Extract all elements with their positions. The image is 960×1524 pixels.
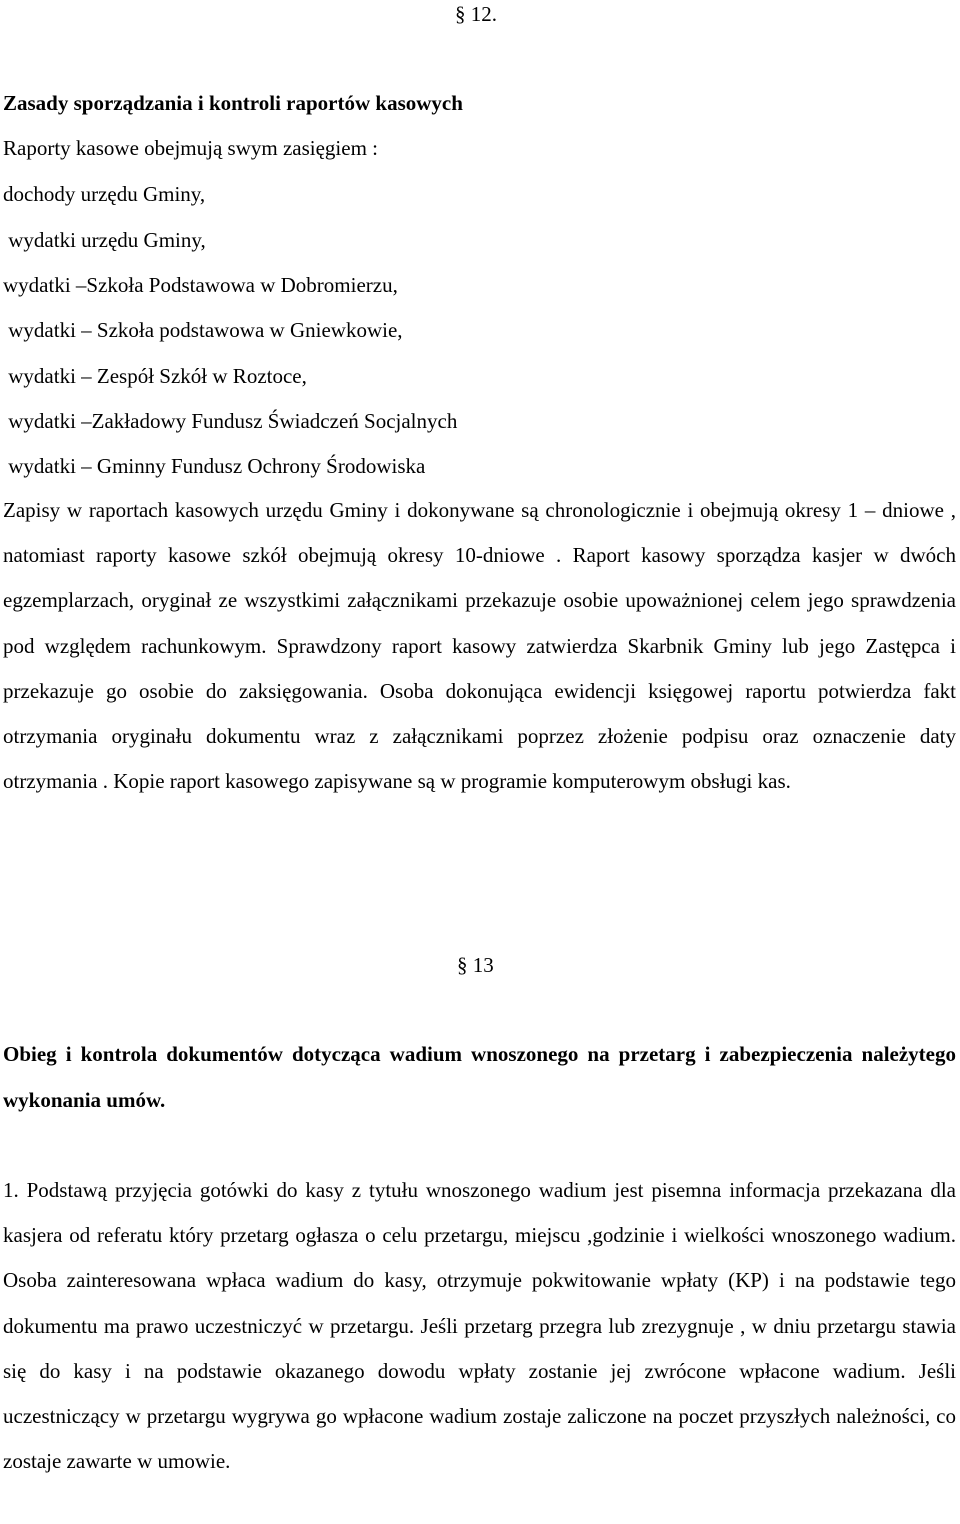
section-13-number: § 13 [457,953,494,977]
list-item: wydatki –Szkoła Podstawowa w Dobromierzu, [3,273,398,297]
section-12-intro: Raporty kasowe obejmują swym zasięgiem : [3,136,378,160]
section-12-paragraph: Zapisy w raportach kasowych urzędu Gminy i dokonywane są chronologicznie i obejmują okresy 1 – dniowe , natomiast raporty kasowe szkół obejmują okresy 10-dniowe . Raport kasowy sporządza kasjer w dwóch egzemplarzach, oryginał ze wszystkimi załącznikami przekazuje osobie upoważnionej celem jego sprawdzenia pod względem rachunkowym. Sprawdzony raport kasowy zatwierdza Skarbnik Gminy lub jego Zastępca i przekazuje go osobie do zaksięgowania. Osoba dokonująca ewidencji księgowej raportu potwierdza fakt otrzymania oryginału dokumentu wraz z załącznikami poprzez złożenie podpisu oraz oznaczenie daty otrzymania . Kopie raport kasowego zapisywane są w programie komputerowym obsługi kas. [3,498,956,794]
list-item: wydatki – Gminny Fundusz Ochrony Środowiska [3,454,426,478]
section-13-title: Obieg i kontrola dokumentów dotycząca wadium wnoszonego na przetarg i zabezpieczenia należytego wykonania umów. [3,1042,956,1112]
section-13-paragraph: 1. Podstawą przyjęcia gotówki do kasy z tytułu wnoszonego wadium jest pisemna informacja przekazana dla kasjera od referatu który przetarg ogłasza o celu przetargu, miejscu ,godzinie i wielkości wnoszonego wadium. Osoba zainteresowana wpłaca wadium do kasy, otrzymuje pokwitowanie wpłaty (KP) i na podstawie tego dokumentu ma prawo uczestniczyć w przetargu. Jeśli przetarg przegra lub zrezygnuje , w dniu przetargu stawia się do kasy i na podstawie okazanego dowodu wpłaty zostanie jej zwrócone wpłacone wadium. Jeśli uczestniczący w przetargu wygrywa go wpłacone wadium zostaje zaliczone na poczet przyszłych należności, co zostaje zawarte w umowie. [3,1178,956,1474]
section-12-number: § 12. [455,2,497,26]
list-item: wydatki urzędu Gminy, [3,228,206,252]
section-12-title: Zasady sporządzania i kontroli raportów kasowych [3,91,463,115]
list-item: dochody urzędu Gminy, [3,182,206,206]
list-item: wydatki – Zespół Szkół w Roztoce, [3,364,307,388]
list-item: wydatki –Zakładowy Fundusz Świadczeń Socjalnych [3,409,458,433]
list-item: wydatki – Szkoła podstawowa w Gniewkowie, [3,318,403,342]
